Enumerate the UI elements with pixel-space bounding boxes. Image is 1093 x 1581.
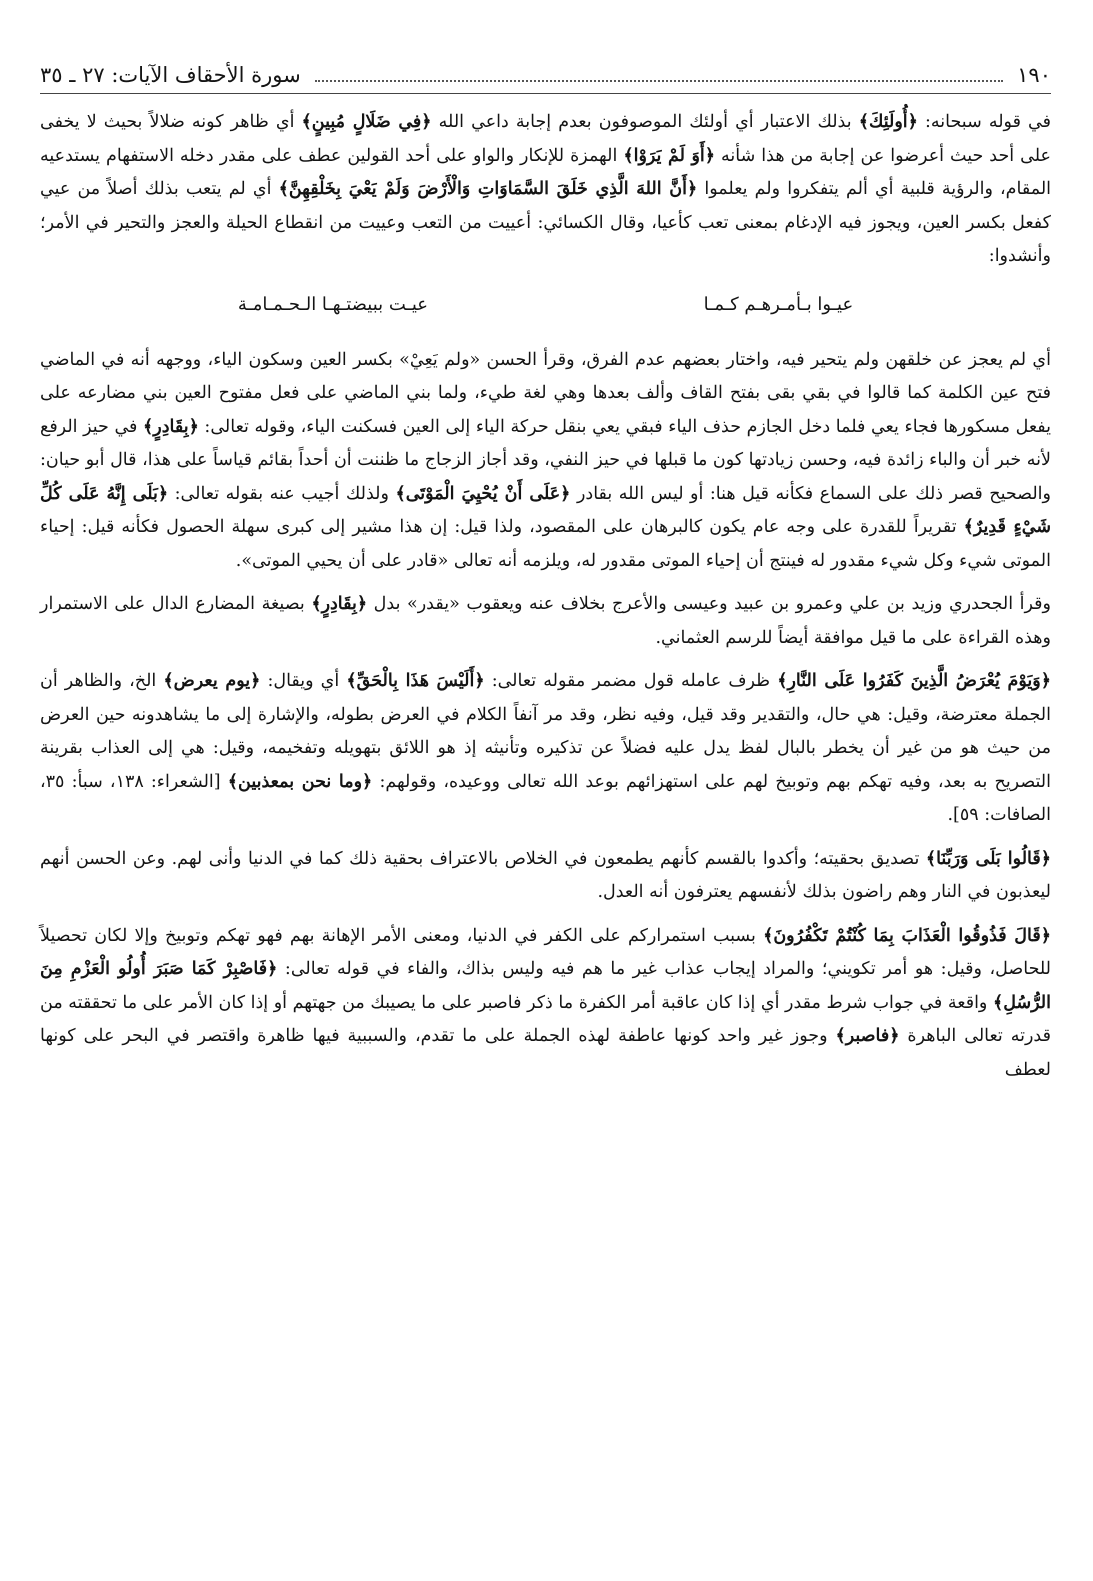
commentary-text: أي ظاهر كونه ضلالاً بحيث لا يخفى على أحد حيث أعرضوا عن إجابة من هذا شأنه [40, 112, 1051, 166]
commentary-text: بسبب استمراركم على الكفر في الدنيا، ومعنى الأمر الإهانة بهم فهو تهكم وتوبيخ وإلا لكان تحصيلاً للحاصل، وقيل: هو أمر تكويني؛ والمراد إيجاب عذاب غير ما هم فيه وليس بذاك، والفاء في قوله تعالى: [40, 925, 1052, 980]
commentary-before-verse [40, 106, 1051, 274]
commentary-text: أي لم يعجز عن خلقهن ولم يتحير فيه، واختار بعضهم عدم الفرق، وقرأ الحسن «ولم يَعِيْ» بكسر العين وسكون الياء، ووجهه أنه في الماضي فتح عين الكلمة كما قالوا في بقي بقى بفتح القاف وألف بعدها وهي لغة طيء، ولما بني الماضي على فعل مفتوح العين بني مضارعه على يفعل مسكورها فجاء يعي فلما دخل الجازم حذف الياء فبقي يعي بنقل حركة الياء إلى العين فسكنت الياء، وقوله تعالى: [40, 349, 1051, 437]
paragraph [40, 920, 1051, 1088]
commentary-text: في قوله سبحانه: [917, 112, 1052, 133]
quran-quote: ﴿بِقَادِرٍ﴾ [143, 416, 199, 437]
paragraph [40, 665, 1051, 833]
commentary-after-verse [40, 344, 1051, 1088]
quran-quote: ﴿فَاصْبِرْ كَمَا صَبَرَ أُولُو الْعَزْمِ مِنَ الرُّسُلِ﴾ [40, 959, 1051, 1013]
quran-quote: ﴿أَوَ لَمْ يَرَوْا﴾ [623, 145, 716, 166]
paragraph [40, 588, 1051, 655]
commentary-text: واقعة في جواب شرط مقدر أي إذا كان عاقبة أمر الكفرة ما ذكر فاصبر على ما يصيبك من جهتهم أو إذا كان الأمر على ما تحققته من قدرته تعالى الباهرة [40, 992, 1051, 1047]
quran-quote: ﴿عَلَى أَنْ يُحْيِيَ الْمَوْتَى﴾ [395, 483, 571, 504]
quran-quote: ﴿أَنَّ اللهَ الَّذِي خَلَقَ السَّمَاوَاتِ وَالْأَرْضَ وَلَمْ يَعْيَ بِخَلْقِهِنَّ﴾ [278, 179, 698, 200]
commentary-text: وجوز غير واحد كونها عاطفة لهذه الجملة على ما تقدم، والسببية فيها ظاهرة واقتصر في البحر على كونها لعطف [40, 1026, 1051, 1080]
commentary-text: أي ويقال: [260, 671, 347, 692]
quran-quote: ﴿أَلَيْسَ هَذَا بِالْحَقِّ﴾ [346, 671, 485, 692]
quran-quote: ﴿يوم يعرض﴾ [163, 671, 261, 692]
paragraph [40, 843, 1051, 910]
leader-dots [315, 68, 1003, 82]
commentary-text: الهمزة للإنكار والواو على أحد القولين عطف على مقدر دخله الاستفهام يستدعيه المقام، والرؤية قلبية أي ألم يتفكروا ولم يعلموا [40, 145, 1052, 200]
quran-quote: ﴿وما نحن بمعذبين﴾ [227, 771, 373, 792]
commentary-text: في حيز الرفع لأنه خبر أن والباء زائدة فيه، وحسن زيادتها كون ما قبلها في حيز النفي، وقد أجاز الزجاج ما ظننت أن أحداً بقائم قياساً على هذا، قال أبو حيان: والصحيح قصر ذلك على السماع فكأنه قيل هنا: أو ليس الله بقادر [40, 416, 1051, 504]
commentary-text: الخ، والظاهر أن الجملة معترضة، وقيل: هي حال، والتقدير وقد قيل، وفيه نظر، وقد مر آنفاً الكلام في العرض بطوله، والإشارة إلى ما يشاهدونه حين العرض من حيث هو من غير أن يخطر بالبال لفظ يدل عليه فضلاً عن تذكيره وتأنيثه إذ هو اللائق بتهويله وتفخيمه، وقيل: هي إلى العذاب بقرينة التصريح به بعد، وفيه تهكم بهم وتوبيخ لهم على استهزائهم بوعد الله تعالى ووعيده، وقولهم: [40, 671, 1051, 792]
quran-quote: ﴿أُولَئِكَ﴾ [858, 112, 918, 133]
page-number: ١٩٠ [1017, 63, 1051, 87]
verse-first-hemistich: عيـوا بـأمـرهـم كـمـا [703, 293, 854, 315]
chapter-title: سورة الأحقاف الآيات: ٢٧ ـ ٣٥ [40, 63, 301, 87]
poetry-verse [100, 288, 991, 322]
commentary-text: ظرف عامله قول مضمر مقوله تعالى: [484, 671, 778, 692]
quran-quote: ﴿قَالَ فَذُوقُوا الْعَذَابَ بِمَا كُنْتُمْ تَكْفُرُونَ﴾ [763, 925, 1051, 946]
quran-quote: ﴿فاصبر﴾ [835, 1026, 900, 1047]
commentary-text: تصديق بحقيته؛ وأكدوا بالقسم كأنهم يطمعون في الخلاص بالاعتراف بحقية ذلك كما في الدنيا وأنى لهم. وعن الحسن أنهم ليعذبون في النار وهم راضون بذلك لأنفسهم يعترفون أنه العدل. [40, 848, 1051, 903]
quran-quote: ﴿بَلَى إِنَّهُ عَلَى كُلِّ شَيْءٍ قَدِيرٌ﴾ [40, 483, 1051, 538]
commentary-text: أي لم يتعب بذلك أصلاً من عيي كفعل بكسر العين، ويجوز فيه الإدغام بمعنى تعب كأعيا، وقال الكسائي: أعييت من التعب وعييت من انقطاع الحيلة والعجز والتحير في الأمر؛ وأنشدوا: [40, 179, 1051, 267]
quran-quote: ﴿بِقَادِرٍ﴾ [311, 594, 368, 615]
commentary-text: بذلك الاعتبار أي أولئك الموصوفون بعدم إجابة داعي الله [431, 112, 859, 133]
book-page [40, 64, 1051, 1561]
commentary-text: [الشعراء: ١٣٨، سبأ: ٣٥، الصافات: ٥٩]. [40, 771, 1051, 826]
quran-quote: ﴿قَالُوا بَلَى وَرَبِّنَا﴾ [925, 848, 1051, 869]
commentary-text: ولذلك أجيب عنه بقوله تعالى: [168, 483, 396, 504]
quran-quote: ﴿فِي ضَلَالٍ مُبِينٍ﴾ [301, 112, 432, 133]
quran-quote: ﴿وَيَوْمَ يُعْرَضُ الَّذِينَ كَفَرُوا عَلَى النَّارِ﴾ [777, 671, 1051, 692]
running-head [40, 64, 1051, 94]
commentary-text: تقريراً للقدرة على وجه عام يكون كالبرهان على المقصود، ولذا قيل: إن هذا مشير إلى كبرى سهلة الحصول فكأنه قيل: إحياء الموتى شيء وكل شيء مقدور له فينتج أن إحياء الموتى مقدور له، ويلزمه أنه تعالى «قادر على أن يحيي الموتى». [40, 517, 1051, 571]
paragraph [40, 106, 1051, 274]
paragraph [40, 344, 1051, 579]
commentary-text: وقرأ الجحدري وزيد بن علي وعمرو بن عبيد وعيسى والأعرج بخلاف عنه ويعقوب «يقدر» بدل [367, 594, 1051, 615]
verse-second-hemistich: عيـت ببيضتـهـا الـحـمـامـة [237, 293, 428, 315]
commentary-text: بصيغة المضارع الدال على الاستمرار وهذه القراءة على ما قيل موافقة أيضاً للرسم العثماني. [40, 594, 1051, 648]
